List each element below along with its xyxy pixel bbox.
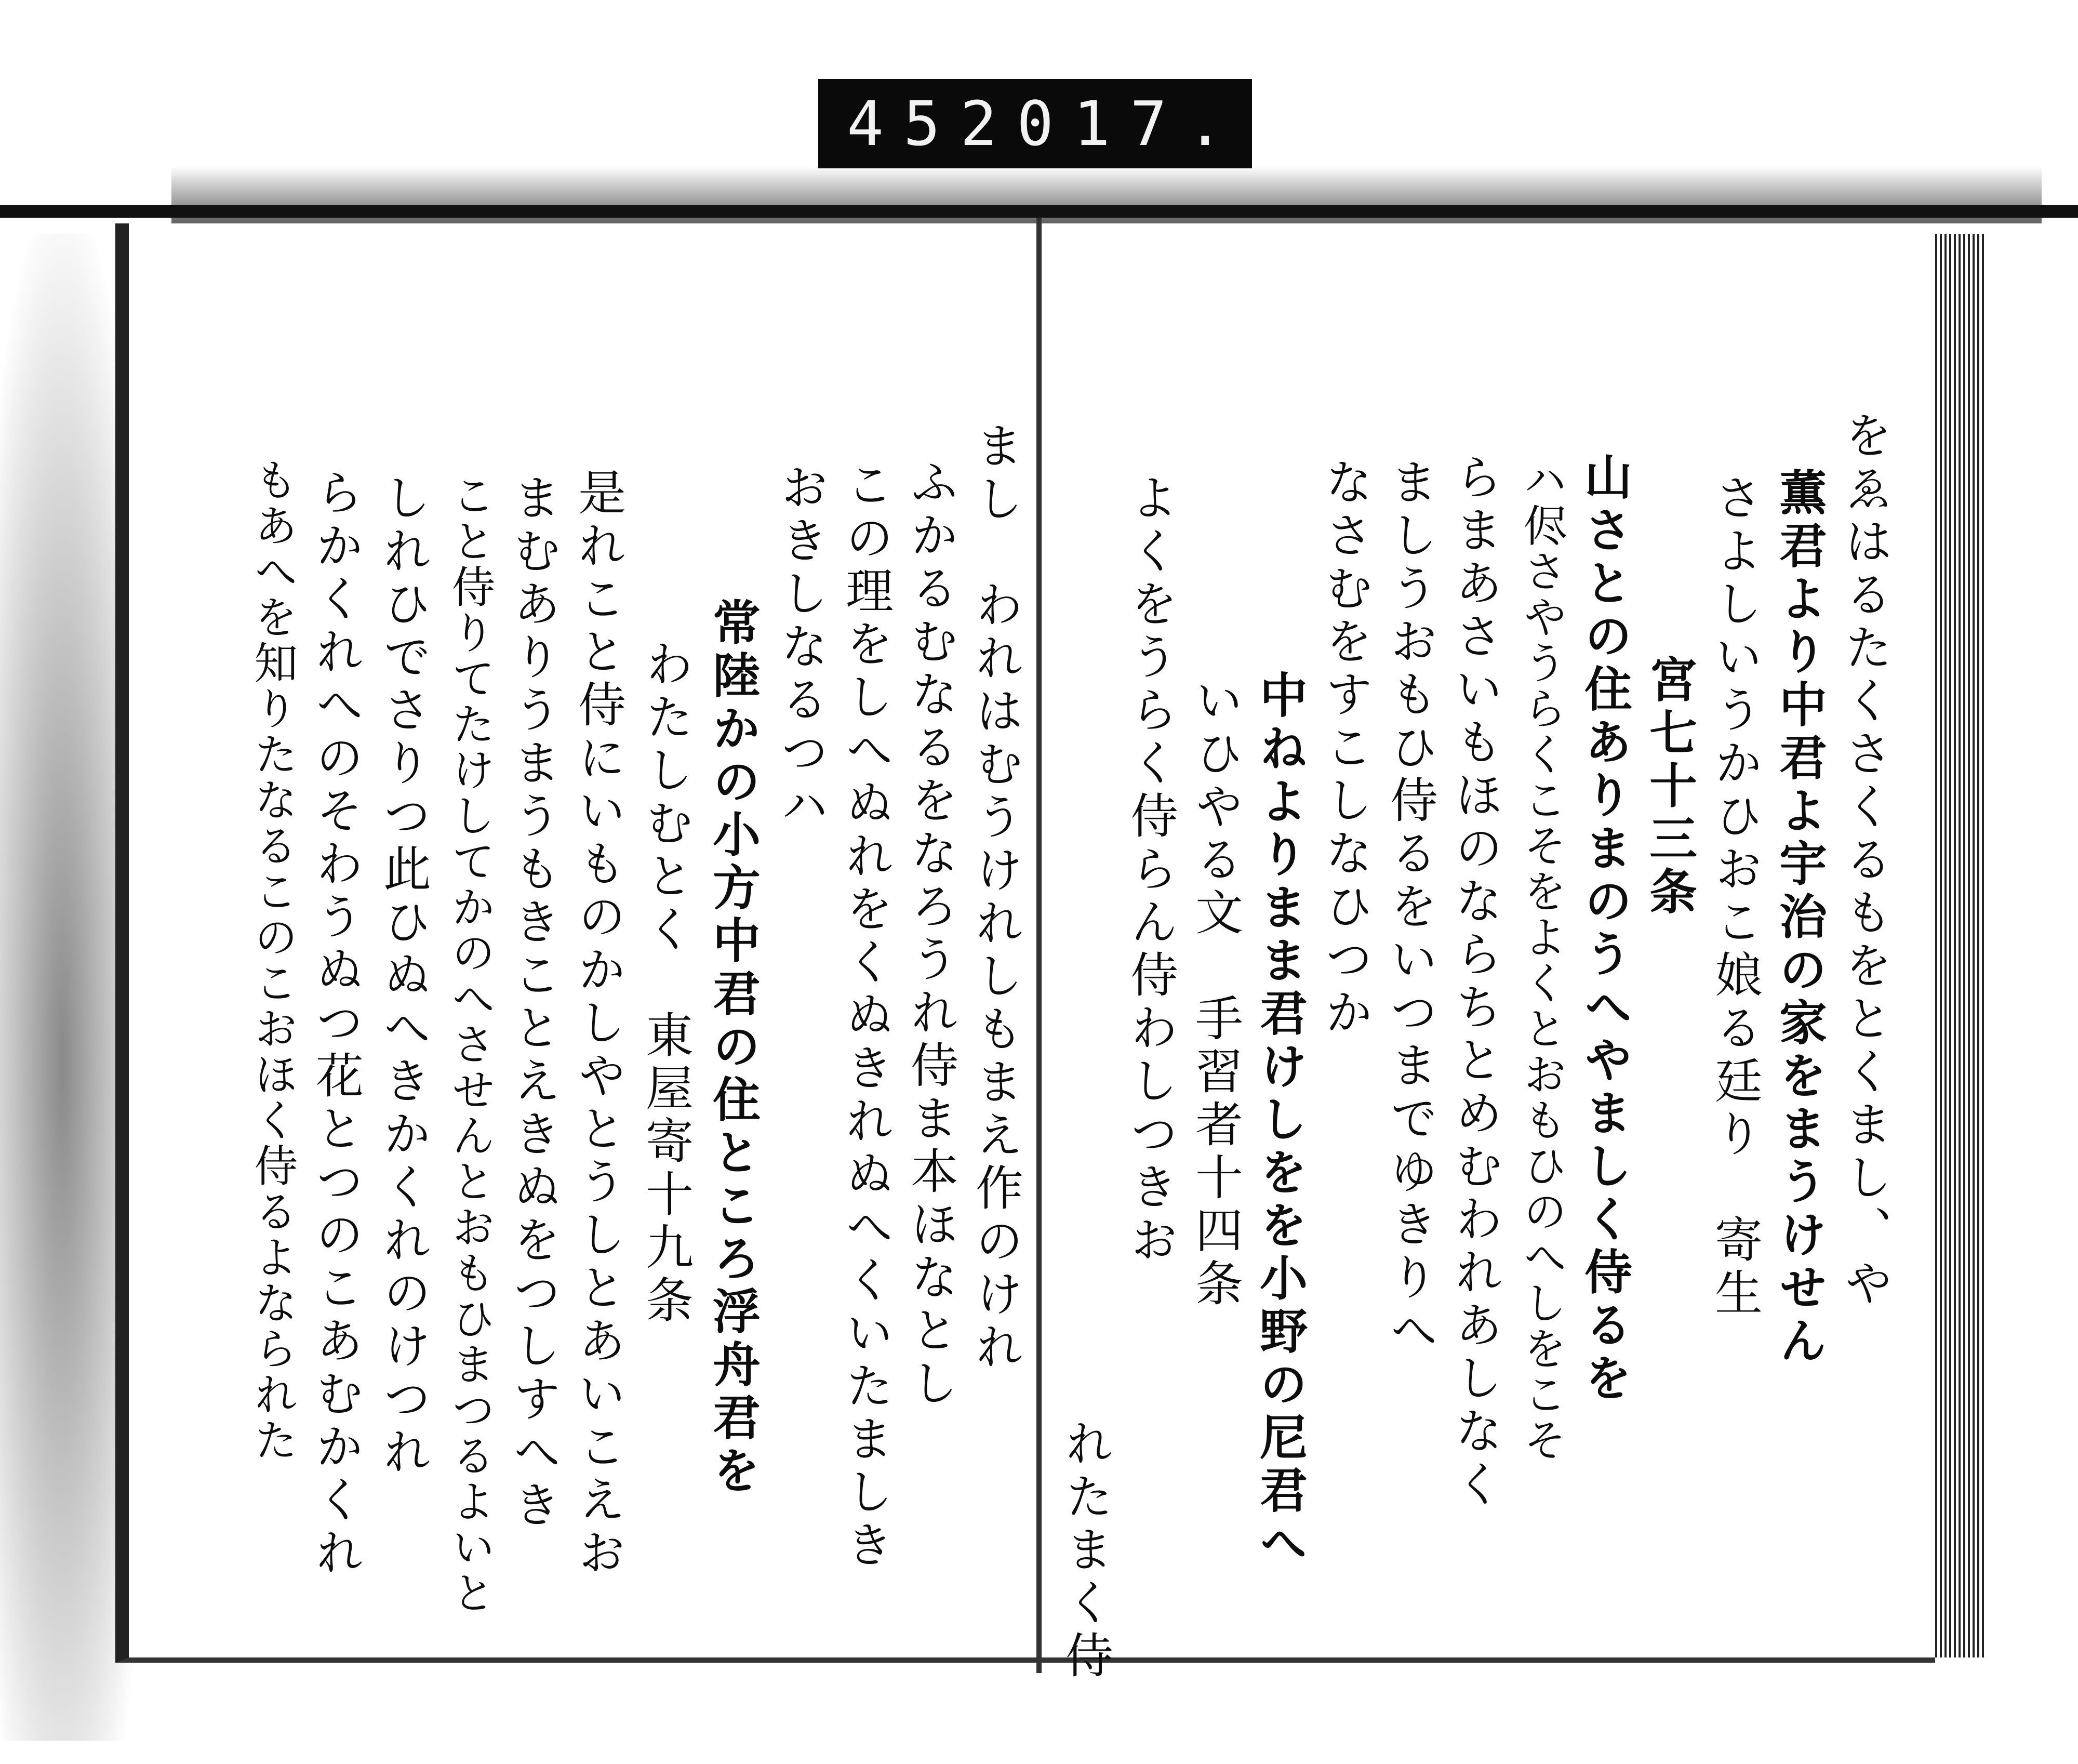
left-line-8: まむありうまうもきことえきぬをつしすへき (505, 473, 561, 1533)
right-line-9: なさむをすこしなひつか (1317, 457, 1373, 1040)
right-line-6: ハ侭さやうらくこそをよくとおもひのへしをこそ (1516, 457, 1567, 1463)
left-line-1: まし われはむうけれしもまえ作のけれ (968, 421, 1023, 1375)
left-line-2: ふかるむなるをなろうれ侍ま本ほなとし (903, 457, 958, 1411)
left-line-3: この理をしへぬれをくぬきれぬへくいたましき (838, 460, 894, 1573)
left-line-9: こと侍りてたけしてかのへさせんとおもひまつるよいと (445, 473, 496, 1616)
left-line-4: おきしなるつハ (773, 462, 829, 833)
book-gutter (1036, 218, 1042, 1673)
left-line-10: しれひでさりつ此ひぬへきかくれのけつれ (376, 473, 431, 1480)
right-line-12: よくをうらく侍らん侍わしつきお (1123, 473, 1178, 1268)
right-line-10: 中ねよりまま君けしをを小野の尼君へ (1252, 670, 1308, 1571)
right-line-11: いひやる文 手習者十四条 (1188, 675, 1243, 1311)
left-line-6: わたしむとく 東屋寄十九条 (638, 639, 694, 1328)
right-line-4: 宮七十三条 (1642, 655, 1698, 920)
right-line-7: らまあさいもほのならちとめむわれあしなく (1447, 452, 1503, 1512)
open-book (115, 218, 1986, 1683)
right-line-3: さよしいうかひおこ娘る廷り 寄生 (1707, 473, 1763, 1321)
page-edges (1935, 234, 1984, 1657)
right-page (1042, 223, 1935, 1683)
left-line-12: もあへを知りたなるこのこおほく侍るよなられた (247, 457, 298, 1463)
left-line-5: 常陸かの小方中君の住ところ浮舟君を (705, 598, 761, 1498)
right-line-2: 薫君より中君よ宇治の家をまうけせん (1771, 468, 1828, 1369)
left-page (115, 223, 1037, 1663)
left-line-11: らかくれへのそわうぬつ花とつのこあむかくれ (308, 468, 364, 1581)
right-line-5: 山さとの住ありまのうへやましく侍るを (1577, 452, 1633, 1406)
right-line-13: れたまく侍 (1058, 1418, 1113, 1683)
left-line-7: 是れこと侍にいものかしやとうしとあいこえお (570, 468, 626, 1581)
right-line-8: ましうおもひ侍るをいつまでゆきりへ (1382, 457, 1438, 1358)
frame-number: 017. (1017, 88, 1244, 160)
microfilm-frame-label (818, 79, 1252, 168)
volume-number: 452 (847, 88, 1017, 160)
right-line-1: をゑはるたくさくるもをとくまし、や (1837, 410, 1893, 1311)
top-rule (0, 205, 2078, 218)
